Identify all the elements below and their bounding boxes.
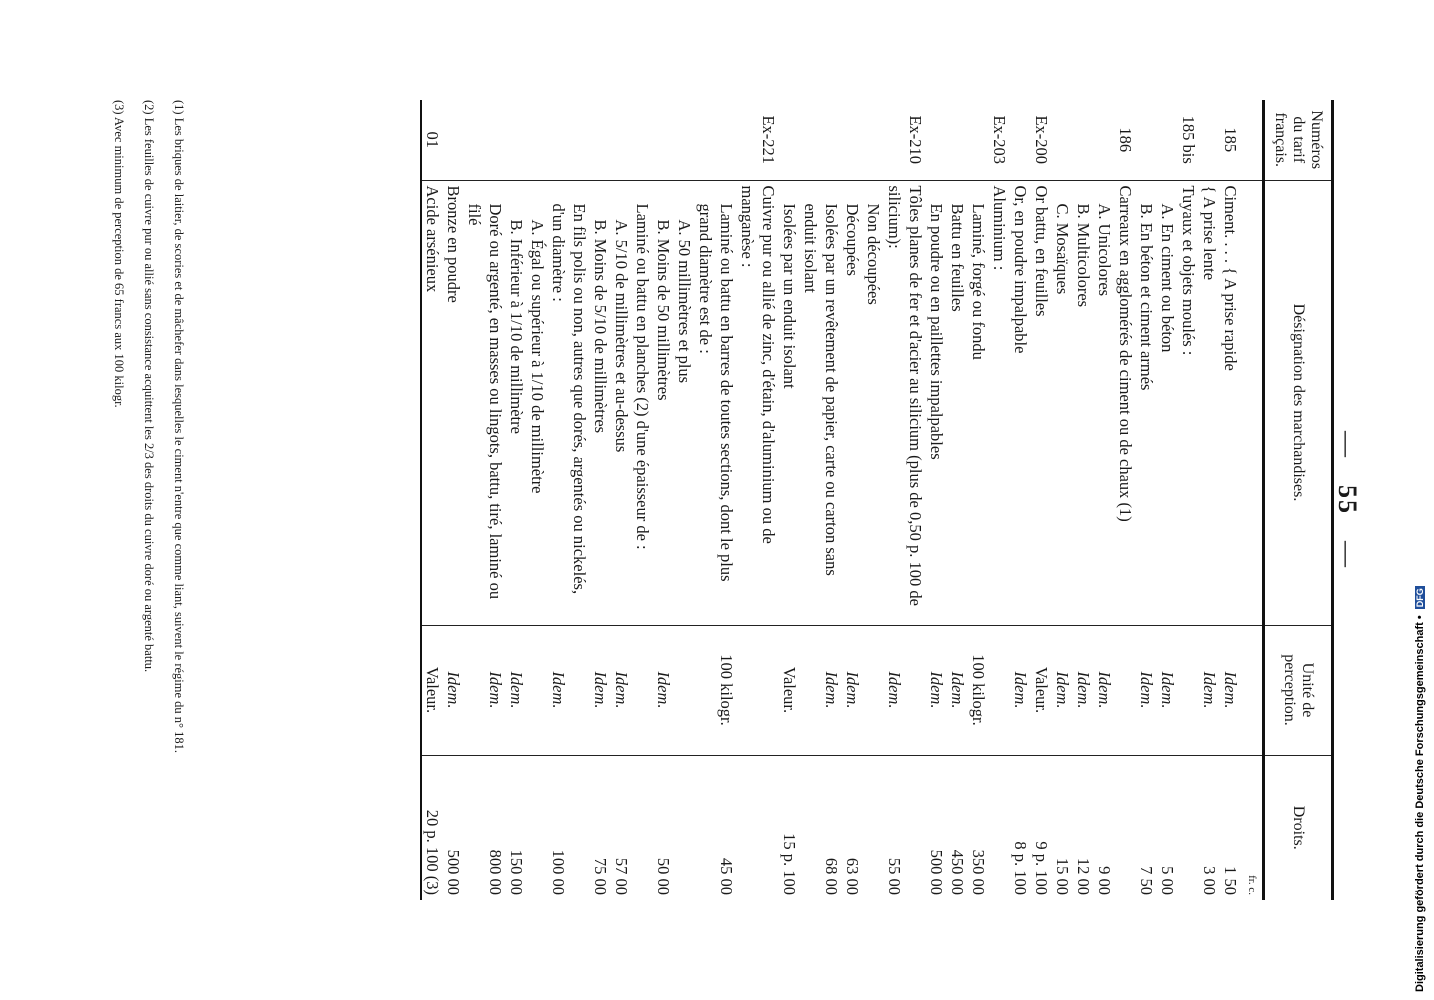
table-row xyxy=(1073,100,1094,900)
unit-of-perception: Idem. xyxy=(1157,625,1199,755)
unit-of-perception: Idem. xyxy=(842,625,863,755)
duty-amount: 15 00 xyxy=(1052,755,1073,900)
header-numeros: Numéros du tarif français. xyxy=(1264,100,1333,180)
merchandise-designation xyxy=(863,180,926,625)
header-droits: Droits. xyxy=(1264,755,1333,900)
designation-line: Doré ou argenté, en masses ou lingots, battu, tiré, laminé ou filé xyxy=(465,203,505,600)
merchandise-designation xyxy=(464,180,506,625)
unit-of-perception: Valeur. xyxy=(779,625,800,755)
unit-of-perception: Idem. xyxy=(590,625,611,755)
unit-of-perception: Idem. xyxy=(947,625,968,755)
unit-of-perception: Idem. xyxy=(1073,625,1094,755)
duty-amount: 9 p. 100 xyxy=(1031,755,1052,900)
unit-of-perception: Idem. xyxy=(800,625,842,755)
merchandise-designation xyxy=(1136,180,1157,625)
duty-amount: 350 00 xyxy=(968,755,1010,900)
table-row xyxy=(611,100,653,900)
duty-amount: 800 00 xyxy=(464,755,506,900)
designation-line: Or battu, en feuilles xyxy=(1032,185,1051,317)
designation-line: Acide arsénieux xyxy=(423,185,442,293)
footnote-2: (2) Les feuilles de cuivre pur ou allié sans consistance acquittent les 2/3 des droits du cuivre doré ou argenté battu. xyxy=(142,100,156,673)
currency-unit-row xyxy=(1241,100,1264,900)
tariff-number xyxy=(1136,100,1157,180)
duty-amount: 12 00 xyxy=(1073,755,1094,900)
duty-amount: 68 00 xyxy=(800,755,842,900)
dfg-credit-text: Digitalisierung gefördert durch die Deutsche Forschungsgemeinschaft xyxy=(1414,622,1426,992)
designation-line: A. Unicolores xyxy=(1095,203,1114,297)
table-row xyxy=(1052,100,1073,900)
tariff-number xyxy=(443,100,464,180)
duty-amount: 5 00 xyxy=(1157,755,1199,900)
merchandise-designation xyxy=(527,180,590,625)
table-row xyxy=(1157,100,1199,900)
footnotes xyxy=(104,100,194,900)
designation-line: B. Moins de 5/10 de millimètres xyxy=(591,219,610,434)
designation-line: Tôles planes de fer et d'acier au silicium (plus de 0,50 p. 100 de silicium): xyxy=(885,185,925,606)
duty-amount: 20 p. 100 (3) xyxy=(421,755,443,900)
merchandise-designation xyxy=(1094,180,1136,625)
designation-line: Isolées par un enduit isolant xyxy=(780,203,799,389)
designation-line: A. En ciment ou béton xyxy=(1158,203,1177,353)
table-row xyxy=(1010,100,1031,900)
designation-line: Cuivre pur ou allié de zinc, d'étain, d'aluminium ou de manganèse : xyxy=(738,185,778,544)
duty-amount: 45 00 xyxy=(674,755,779,900)
merchandise-designation xyxy=(1031,180,1052,625)
designation-line: B. Inférieur à 1/10 de millimètre xyxy=(507,219,526,434)
page-number-value: 55 xyxy=(1333,485,1362,515)
designation-line: A. 50 millimètres et plus xyxy=(675,219,694,384)
table-row xyxy=(926,100,947,900)
table-row xyxy=(842,100,863,900)
merchandise-designation xyxy=(842,180,863,625)
unit-of-perception: Valeur. xyxy=(1031,625,1052,755)
tariff-number: Ex-221 xyxy=(759,115,778,165)
tariff-number: 186 xyxy=(1116,127,1135,153)
designation-line: Laminé ou battu en barres de toutes sections, dont le plus grand diamètre est de : xyxy=(696,203,736,582)
unit-of-perception: Idem. xyxy=(1010,625,1031,755)
unit-of-perception: Valeur. xyxy=(421,625,443,755)
unit-of-perception: Idem. xyxy=(464,625,506,755)
merchandise-designation xyxy=(653,180,674,625)
tariff-number xyxy=(842,100,863,180)
designation-line: Non découpées xyxy=(864,203,883,305)
designation-line: En poudre ou en paillettes impalpables xyxy=(927,203,946,460)
table-row xyxy=(1199,100,1220,900)
designation-line: Laminé, forgé ou fondu xyxy=(969,203,988,360)
table-row xyxy=(527,100,590,900)
merchandise-designation xyxy=(1010,180,1031,625)
designation-line: A. 5/10 de millimètres et au-dessus xyxy=(612,219,631,453)
tariff-number: Ex-203 xyxy=(990,115,1009,165)
unit-of-perception: Idem. xyxy=(443,625,464,755)
designation-line: Bronze en poudre xyxy=(444,185,463,303)
tariff-number xyxy=(590,100,611,180)
merchandise-designation xyxy=(674,180,779,625)
unit-of-perception: Idem. xyxy=(653,625,674,755)
tariff-number xyxy=(926,100,947,180)
designation-line: Isolées par un revêtement de papier, carte ou carton sans enduit isolant xyxy=(801,203,841,576)
tariff-number xyxy=(611,100,653,180)
duty-amount: 100 00 xyxy=(527,755,590,900)
designation-line: Battu en feuilles xyxy=(948,203,967,312)
dfg-credit: Digitalisierung gefördert durch die Deutsche Forschungsgemeinschaft • DFG xyxy=(1414,588,1426,992)
tariff-body xyxy=(421,100,1264,900)
unit-of-perception: 100 kilogr. xyxy=(674,625,779,755)
tariff-number xyxy=(1052,100,1073,180)
duty-amount: 8 p. 100 xyxy=(1010,755,1031,900)
table-row xyxy=(590,100,611,900)
tariff-number xyxy=(800,100,842,180)
page-number: —55— xyxy=(1333,431,1362,569)
duty-amount: 1 50 xyxy=(1220,755,1241,900)
tariff-number xyxy=(1073,100,1094,180)
designation-line: B. En béton et ciment armés xyxy=(1137,203,1156,391)
duty-amount: 450 00 xyxy=(947,755,968,900)
tariff-number xyxy=(1199,100,1220,180)
table-row xyxy=(674,100,779,900)
table-row xyxy=(947,100,968,900)
designation-line: En fils polis ou non, autres que dorés, argentés ou nickelés, d'un diamètre : xyxy=(549,203,589,595)
currency-units: fr. c. xyxy=(1241,755,1264,900)
merchandise-designation xyxy=(947,180,968,625)
tariff-number: Ex-200 xyxy=(1032,115,1051,165)
table-row xyxy=(506,100,527,900)
unit-of-perception: Idem. xyxy=(611,625,653,755)
table-row xyxy=(1094,100,1136,900)
merchandise-designation xyxy=(800,180,842,625)
unit-of-perception: Idem. xyxy=(1052,625,1073,755)
table-row xyxy=(863,100,926,900)
duty-amount: 9 00 xyxy=(1094,755,1136,900)
merchandise-designation xyxy=(1052,180,1073,625)
tariff-number xyxy=(1010,100,1031,180)
designation-line: Découpées xyxy=(843,203,862,276)
duty-amount: 7 50 xyxy=(1136,755,1157,900)
unit-of-perception: Idem. xyxy=(527,625,590,755)
table-row xyxy=(1220,100,1241,900)
footnote-3: (3) Avec minimum de perception de 65 francs aux 100 kilogr. xyxy=(112,100,126,408)
header-designation: Désignation des marchandises. xyxy=(1264,180,1333,625)
duty-amount: 3 00 xyxy=(1199,755,1220,900)
duty-amount: 150 00 xyxy=(506,755,527,900)
designation-line: Tuyaux et objets moulés : xyxy=(1179,185,1198,356)
designation-line: Aluminium : xyxy=(990,185,1009,271)
table-row xyxy=(1136,100,1157,900)
merchandise-designation xyxy=(1199,180,1220,625)
table-row xyxy=(443,100,464,900)
designation-line: Ciment. . . . { A prise rapide xyxy=(1221,185,1240,371)
header-unite: Unité de perception. xyxy=(1264,625,1333,755)
unit-of-perception: Idem. xyxy=(1136,625,1157,755)
tariff-number: 185 bis xyxy=(1179,115,1198,164)
tariff-number xyxy=(506,100,527,180)
designation-line: B. Multicolores xyxy=(1074,203,1093,308)
merchandise-designation xyxy=(1073,180,1094,625)
designation-line: Or, en poudre impalpable xyxy=(1011,185,1030,354)
dfg-logo: DFG xyxy=(1415,588,1425,608)
tariff-number: Ex-210 xyxy=(906,115,925,165)
merchandise-designation xyxy=(611,180,653,625)
table-row xyxy=(800,100,842,900)
designation-line: C. Mosaïques xyxy=(1053,203,1072,295)
table-row xyxy=(464,100,506,900)
unit-of-perception: Idem. xyxy=(506,625,527,755)
table-row xyxy=(779,100,800,900)
unit-of-perception: Idem. xyxy=(1220,625,1241,755)
tariff-number xyxy=(527,100,590,180)
duty-amount: 57 00 xyxy=(611,755,653,900)
table-row xyxy=(653,100,674,900)
merchandise-designation xyxy=(1157,180,1199,625)
unit-of-perception: 100 kilogr. xyxy=(968,625,1010,755)
duty-amount: 55 00 xyxy=(863,755,926,900)
merchandise-designation xyxy=(968,180,1010,625)
tariff-header-row xyxy=(1264,100,1333,900)
tariff-number: 01 xyxy=(423,131,442,148)
tariff-number xyxy=(653,100,674,180)
tariff-table xyxy=(420,100,1334,900)
table-row xyxy=(1031,100,1052,900)
unit-of-perception: Idem. xyxy=(1199,625,1220,755)
unit-of-perception: Idem. xyxy=(926,625,947,755)
footnote-1: (1) Les briques de laitier, de scories et de mâchefer dans lesquelles le ciment n'entre que comme liant, suivent le régime du n° 181. xyxy=(172,100,186,754)
table-row xyxy=(421,100,443,900)
merchandise-designation xyxy=(421,180,443,625)
merchandise-designation xyxy=(590,180,611,625)
designation-line: { A prise lente xyxy=(1200,185,1219,281)
designation-line: A. Égal ou supérieur à 1/10 de millimètre xyxy=(528,219,547,494)
merchandise-designation xyxy=(926,180,947,625)
duty-amount: 500 00 xyxy=(926,755,947,900)
merchandise-designation xyxy=(1220,180,1241,625)
tariff-number: 185 xyxy=(1221,127,1240,153)
designation-line: B. Moins de 50 millimètres xyxy=(654,219,673,401)
tariff-number xyxy=(779,100,800,180)
duty-amount: 500 00 xyxy=(443,755,464,900)
merchandise-designation xyxy=(779,180,800,625)
merchandise-designation xyxy=(506,180,527,625)
merchandise-designation xyxy=(443,180,464,625)
duty-amount: 63 00 xyxy=(842,755,863,900)
tariff-number xyxy=(947,100,968,180)
designation-line: Laminé ou battu en planches (2) d'une épaisseur de : xyxy=(633,203,652,550)
unit-of-perception: Idem. xyxy=(863,625,926,755)
duty-amount: 75 00 xyxy=(590,755,611,900)
unit-of-perception: Idem. xyxy=(1094,625,1136,755)
tariff-number xyxy=(464,100,506,180)
designation-line: Carreaux en agglomérés de ciment ou de chaux (1) xyxy=(1116,185,1135,522)
table-row xyxy=(968,100,1010,900)
duty-amount: 50 00 xyxy=(653,755,674,900)
duty-amount: 15 p. 100 xyxy=(779,755,800,900)
